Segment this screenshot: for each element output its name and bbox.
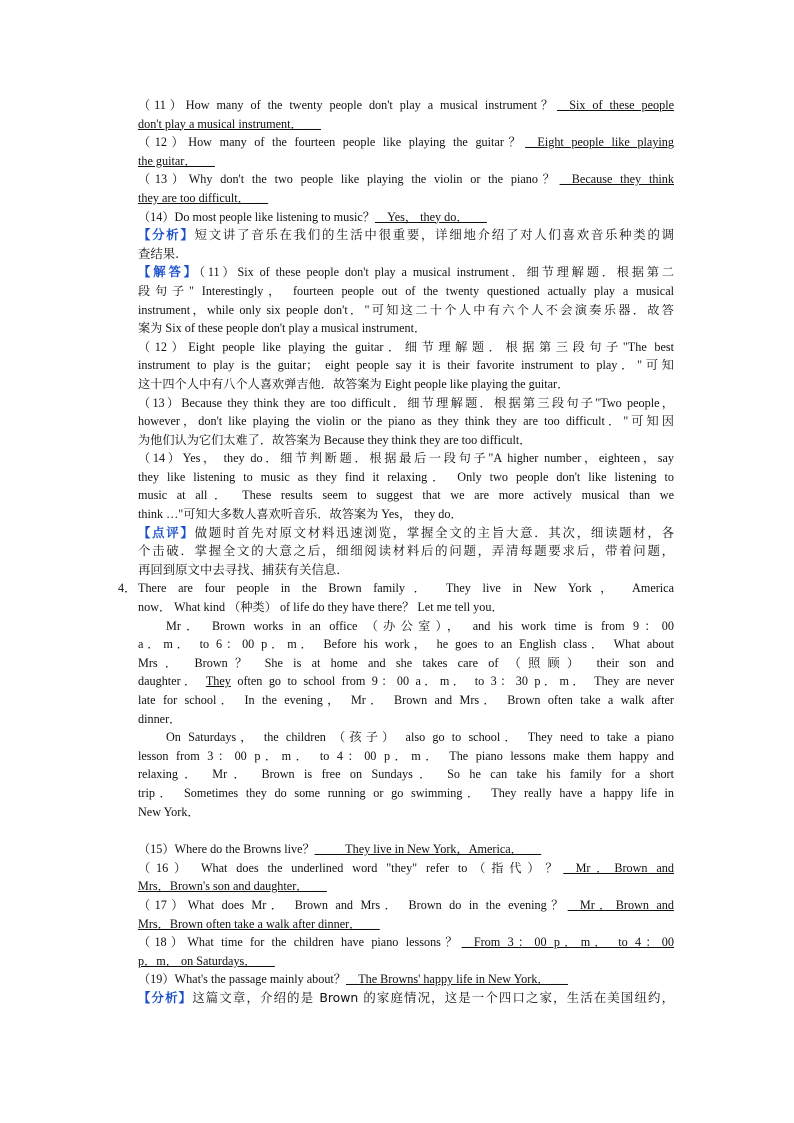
- passage-4-line: [138, 598, 674, 617]
- analysis-text: 查结果.: [138, 245, 180, 261]
- question-11: [138, 96, 674, 115]
- analysis-section-cont: [138, 245, 674, 264]
- analysis-section: [138, 989, 674, 1008]
- passage-text: often go to school from 9：00 a．m． to 3：30 p．m． They are never: [230, 674, 675, 689]
- answer-text: _____They live in New York，America．___: [314, 842, 542, 857]
- question-16-cont: [138, 877, 674, 896]
- passage-text: relaxing． Mr． Brown is free on Sundays． So he can take his family for a short: [138, 767, 674, 782]
- solution-text: music at all． These results seem to suggest that we are more actively musical than we: [138, 488, 674, 503]
- solution-line: [138, 412, 674, 431]
- solution-section: [138, 263, 674, 282]
- solution-text: 段句子" Interestingly， fourteen people out of the twenty questioned actually play a musical: [138, 283, 674, 298]
- question-text: （13）Why don't the two people like playing the violin or the piano？: [138, 172, 560, 187]
- question-19: [138, 970, 674, 989]
- solution-tag: 【解答】: [138, 264, 199, 280]
- comment-text: 做题时首先对原文材料迅速浏览，掌握全文的主旨大意．其次，细读题材，各: [194, 524, 675, 540]
- passage-4-line: [138, 784, 674, 803]
- comment-text: 再回到原文中去寻找、捕获有关信息．: [138, 561, 349, 577]
- passage-4-line: [118, 579, 674, 598]
- solution-text: （14）Yes， they do．细节判断题．根据最后一段句子"A higher number，eighteen，say: [138, 451, 674, 466]
- passage-text: Mrs． Brown？ She is at home and she takes care of （照顾） their son and: [138, 655, 674, 670]
- passage-text: On Saturdays， the children （孩子） also go to school． They need to take a piano: [166, 730, 674, 745]
- solution-text: （13）Because they think they are too difficult．细节理解题．根据第三段句子"Two people，: [138, 395, 674, 410]
- passage-text: Mr． Brown works in an office （办公室）， and his work time is from 9：00: [166, 618, 674, 633]
- solution-text: （11）Six of these people don't play a musical instrument．细节理解题．根据第二: [198, 265, 675, 280]
- question-12: [138, 133, 674, 152]
- question-text: （16） What does the underlined word "they" refer to（指代）？: [138, 860, 564, 875]
- comment-section: [138, 524, 674, 543]
- question-text: （17）What does Mr． Brown and Mrs． Brown do in the evening？: [138, 897, 568, 912]
- passage-4-line: [138, 672, 674, 691]
- analysis-tag: 【分析】: [138, 227, 195, 243]
- answer-text: don't play a musical instrument．___: [138, 116, 321, 131]
- passage-text: There are four people in the Brown family． They live in New York， America: [138, 581, 674, 596]
- passage-4-line: [138, 747, 674, 766]
- answer-text: __Eight people like playing: [525, 135, 674, 150]
- solution-line: [138, 319, 674, 338]
- passage-text: dinner．: [138, 711, 182, 726]
- solution-line: [138, 394, 674, 413]
- underlined-word: They: [205, 674, 231, 689]
- question-18: [138, 933, 674, 952]
- answer-text: __Because they think: [559, 172, 674, 187]
- solution-line: [138, 338, 674, 357]
- answer-text: __Yes， they do．___: [374, 209, 487, 224]
- answer-text: __Mr．Brown and: [567, 897, 674, 912]
- passage-4-line: [138, 728, 674, 747]
- question-text: （19）What's the passage mainly about？: [138, 972, 346, 987]
- comment-tag: 【点评】: [138, 524, 195, 540]
- analysis-tag: 【分析】: [138, 989, 193, 1005]
- passage-text: New York．: [138, 804, 200, 819]
- solution-text: （12）Eight people like playing the guitar．细节理解题．根据第三段句子"The best: [138, 339, 674, 354]
- passage-text: a．m． to 6：00 p．m． Before his work， he goes to an English class． What about: [138, 637, 674, 652]
- solution-text: 案为 Six of these people don't play a musical instrument．: [138, 321, 427, 336]
- solution-line: [138, 375, 674, 394]
- spacer: [138, 821, 674, 840]
- answer-text: they are too difficult．___: [138, 190, 269, 205]
- solution-text: they like listening to music as they find it relaxing． Only two people don't like listening to: [138, 469, 674, 484]
- passage-4-line: [138, 635, 674, 654]
- passage-4-line: [138, 765, 674, 784]
- passage-text: now． What kind （种类） of life do they have there？ Let me tell you．: [138, 600, 504, 615]
- question-18-cont: [138, 952, 674, 971]
- passage-text: daughter．: [138, 674, 200, 689]
- question-text: （11）How many of the twenty people don't play a musical instrument？: [138, 98, 558, 112]
- question-14: [138, 208, 674, 227]
- comment-line: [138, 542, 674, 561]
- passage-4-line: [138, 803, 674, 822]
- passage-4-line: [138, 691, 674, 710]
- solution-line: [138, 449, 674, 468]
- question-12-cont: [138, 152, 674, 171]
- question-13: [138, 170, 674, 189]
- solution-line: [138, 282, 674, 301]
- solution-line: [138, 301, 674, 320]
- question-text: （18）What time for the children have piano lessons？: [138, 935, 462, 950]
- answer-text: Mrs．Brown's son and daughter．___: [138, 879, 327, 894]
- passage-text: late for school． In the evening， Mr． Brown and Mrs． Brown often take a walk after: [138, 693, 674, 707]
- question-13-cont: [138, 189, 674, 208]
- answer-text: __The Browns' happy life in New York．___: [346, 972, 568, 987]
- question-number: 4．: [118, 581, 137, 596]
- solution-line: [138, 468, 674, 487]
- passage-4-line: [138, 710, 674, 729]
- solution-text: instrument，while only six people don't．"可知这二十个人中有六个人不会演奏乐器．故答: [138, 302, 674, 317]
- answer-text: __Six of these people: [557, 98, 674, 112]
- comment-text: 个击破．掌握全文的大意之后，细细阅读材料后的问题，弄清每题要求后，带着问题，: [138, 543, 674, 559]
- solution-text: think …"可知大多数人喜欢听音乐．故答案为 Yes， they do．: [138, 507, 463, 522]
- passage-text: lesson from 3：00 p．m． to 4：00 p．m． The piano lessons make them happy and: [138, 748, 674, 763]
- analysis-text: 短文讲了音乐在我们的生活中很重要，详细地介绍了对人们喜欢音乐种类的调: [194, 227, 675, 243]
- passage-4-line: [138, 654, 674, 673]
- solution-text: 这十四个人中有八个人喜欢弹吉他．故答案为 Eight people like playing the guitar．: [138, 376, 570, 391]
- solution-text: 为他们认为它们太难了．故答案为 Because they think they are too difficult．: [138, 432, 532, 447]
- analysis-section: [138, 226, 674, 245]
- question-text: （12）How many of the fourteen people like playing the guitar？: [138, 135, 526, 150]
- answer-text: the guitar．___: [138, 153, 215, 168]
- question-text: （14）Do most people like listening to music？: [138, 209, 375, 224]
- answer-text: __From 3：00 p．m． to 4：00: [461, 935, 674, 950]
- question-text: （15）Where do the Browns live？: [138, 842, 315, 857]
- question-11-cont: [138, 115, 674, 134]
- solution-line: [138, 356, 674, 375]
- question-17-cont: [138, 915, 674, 934]
- solution-line: [138, 505, 674, 524]
- document-content: [118, 96, 675, 1008]
- answer-text: __Mr．Brown and: [563, 860, 674, 875]
- comment-line: [138, 561, 674, 580]
- solution-text: however，don't like playing the violin or the piano as they think they are too difficult．"可知因: [138, 414, 674, 429]
- question-17: [138, 896, 674, 915]
- passage-text: trip． Sometimes they do some running or go swimming． They really have a happy life in: [138, 785, 674, 800]
- question-15: [138, 840, 674, 859]
- answer-text: p．m． on Saturdays．___: [138, 953, 275, 968]
- analysis-text: 这篇文章，介绍的是 Brown 的家庭情况，这是一个四口之家，生活在美国纽约，: [192, 989, 674, 1005]
- passage-4-line: [138, 617, 674, 636]
- question-16: [138, 859, 674, 878]
- solution-line: [138, 431, 674, 450]
- solution-line: [138, 486, 674, 505]
- answer-text: Mrs．Brown often take a walk after dinner．___: [138, 916, 380, 931]
- solution-text: instrument to play is the guitar； eight people say it is their favorite instrument to play．"可知: [138, 358, 674, 373]
